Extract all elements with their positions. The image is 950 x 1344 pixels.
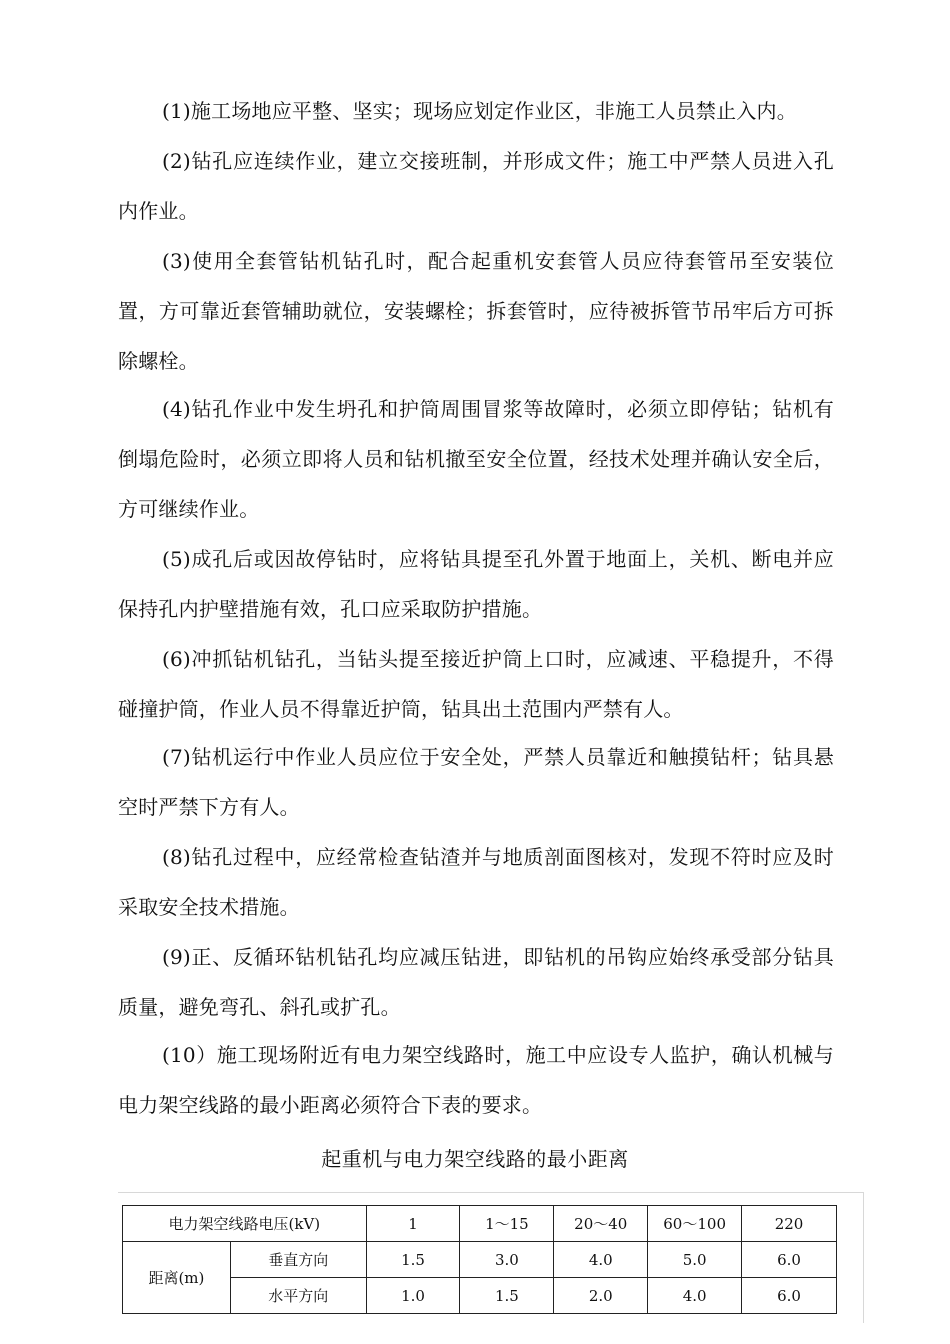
paragraph-1: (1)施工场地应平整、坚实；现场应划定作业区，非施工人员禁止入内。 xyxy=(162,99,797,123)
row-group-label: 距离(m) xyxy=(123,1242,231,1314)
paragraph-5: (5)成孔后或因故停钻时，应将钻具提至孔外置于地面上，关机、断电并应保持孔内护壁措施有效，孔口应采取防护措施。 xyxy=(118,547,834,621)
table-row xyxy=(123,1278,837,1314)
table-cell: 4.0 xyxy=(554,1242,648,1278)
header-voltage-cell: 60～100 xyxy=(648,1206,742,1242)
table-cell: 6.0 xyxy=(742,1278,837,1314)
header-voltage-cell: 20～40 xyxy=(554,1206,648,1242)
paragraph-3: (3)使用全套管钻机钻孔时，配合起重机安套管人员应待套管吊至安装位置，方可靠近套管辅助就位，安装螺栓；拆套管时，应待被拆管节吊牢后方可拆除螺栓。 xyxy=(118,249,834,373)
table-header-row xyxy=(123,1206,837,1242)
header-voltage-cell: 1 xyxy=(366,1206,460,1242)
paragraph-6: (6)冲抓钻机钻孔，当钻头提至接近护筒上口时，应减速、平稳提升，不得碰撞护筒，作业人员不得靠近护筒，钻具出土范围内严禁有人。 xyxy=(118,647,834,721)
paragraph-10: (10）施工现场附近有电力架空线路时，施工中应设专人监护，确认机械与电力架空线路的最小距离必须符合下表的要求。 xyxy=(118,1043,834,1117)
table-row xyxy=(123,1242,837,1278)
table-cell: 1.5 xyxy=(366,1242,460,1278)
table-cell: 1.5 xyxy=(460,1278,554,1314)
paragraph-9: (9)正、反循环钻机钻孔均应减压钻进，即钻机的吊钩应始终承受部分钻具质量，避免弯孔、斜孔或扩孔。 xyxy=(118,945,834,1019)
header-voltage-cell: 1～15 xyxy=(460,1206,554,1242)
paragraph-2: (2)钻孔应连续作业，建立交接班制，并形成文件；施工中严禁人员进入孔内作业。 xyxy=(118,149,834,223)
header-voltage-cell: 220 xyxy=(742,1206,837,1242)
paragraph-4: (4)钻孔作业中发生坍孔和护筒周围冒浆等故障时，必须立即停钻；钻机有倒塌危险时，必须立即将人员和钻机撤至安全位置，经技术处理并确认安全后，方可继续作业。 xyxy=(118,397,834,521)
paragraph-7: (7)钻机运行中作业人员应位于安全处，严禁人员靠近和触摸钻杆；钻具悬空时严禁下方有人。 xyxy=(118,745,834,819)
table-cell: 3.0 xyxy=(460,1242,554,1278)
table-cell: 6.0 xyxy=(742,1242,837,1278)
table-cell: 2.0 xyxy=(554,1278,648,1314)
table-title: 起重机与电力架空线路的最小距离 xyxy=(321,1147,629,1171)
row-label: 水平方向 xyxy=(230,1278,366,1314)
table-cell: 5.0 xyxy=(648,1242,742,1278)
row-label: 垂直方向 xyxy=(230,1242,366,1278)
header-voltage-label: 电力架空线路电压(kV) xyxy=(123,1206,367,1242)
table-cell: 4.0 xyxy=(648,1278,742,1314)
min-distance-table xyxy=(122,1205,837,1314)
paragraph-8: (8)钻孔过程中，应经常检查钻渣并与地质剖面图核对，发现不符时应及时采取安全技术措施。 xyxy=(118,845,834,919)
table-cell: 1.0 xyxy=(366,1278,460,1314)
